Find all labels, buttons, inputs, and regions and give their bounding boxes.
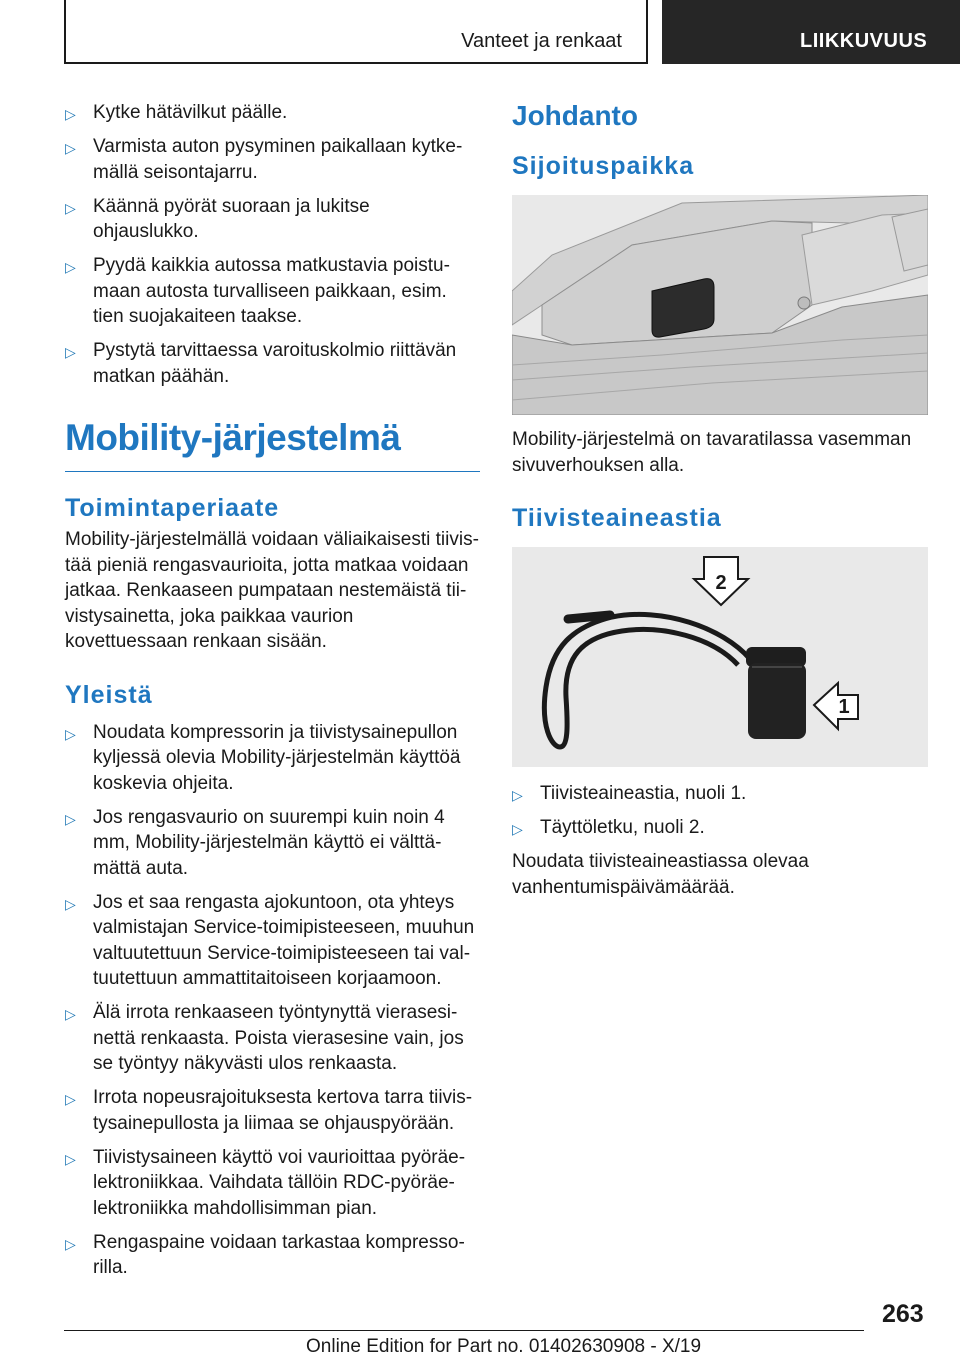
list-item: ▷ Täyttöletku, nuoli 2.	[512, 815, 928, 841]
header-frame	[64, 0, 648, 64]
principle-text: Mobility-järjestelmällä voidaan väliaikaisesti tiivistää pieniä rengasvaurioita, jotta matkaa voidaan jatkaa. Renkaaseen pumpataan nestemäistä tiivistysainetta, joka paikkaa vaurion kovettuessaan renkaan sisään.	[65, 529, 479, 652]
triangle-bullet-icon: ▷	[512, 821, 523, 837]
location-text: Mobility-järjestelmä on tavaratilassa vasemman sivuverhouksen alla.	[512, 429, 912, 476]
location-heading: Sijoituspaikka	[512, 152, 695, 180]
list-item: ▷ Jos et saa rengasta ajokuntoon, ota yhteys valmistajan Service-toimipisteeseen, muuhun valtuutettuun Service-toimipisteeseen tai valtuutettuun ammattitaitoiseen korjaamoon.	[65, 891, 475, 989]
triangle-bullet-icon: ▷	[65, 725, 76, 742]
intro-list	[65, 100, 480, 389]
section-heading: Mobility-järjestelmä	[65, 417, 480, 472]
list-item: ▷ Noudata kompressorin ja tiivistysainepullon kyljessä olevia Mobility-järjestelmän käyttöä koskevia ohjeita.	[65, 721, 461, 794]
container-note: Noudata tiivisteaineastiassa olevaa vanhentumispäivämäärää.	[512, 851, 809, 898]
list-item: ▷ Rengaspaine voidaan tarkastaa kompressorilla.	[65, 1231, 465, 1278]
footer-divider	[64, 1330, 864, 1331]
triangle-bullet-icon: ▷	[512, 787, 523, 803]
list-item: ▷ Pystytä tarvittaessa varoituskolmio riittävän matkan päähän.	[65, 340, 457, 387]
list-item: ▷ Pyydä kaikkia autossa matkustavia poistumaan autosta turvalliseen paikkaan, esim. tien suojakaiteen taakse.	[65, 255, 450, 327]
left-column	[65, 100, 480, 1289]
list-item: ▷ Tiivisteaineastia, nuoli 1.	[512, 781, 928, 807]
triangle-bullet-icon: ▷	[65, 140, 76, 156]
intro-heading: Johdanto	[512, 100, 638, 131]
triangle-bullet-icon: ▷	[65, 344, 76, 360]
triangle-bullet-icon: ▷	[65, 106, 76, 122]
triangle-bullet-icon: ▷	[65, 199, 76, 216]
triangle-bullet-icon: ▷	[65, 1006, 76, 1022]
container-heading: Tiivisteaineastia	[512, 504, 722, 532]
container-list	[512, 781, 928, 841]
principle-heading: Toimintaperiaate	[65, 494, 280, 522]
list-item: ▷ Tiivistysaineen käyttö voi vaurioittaa pyöräelektroniikkaa. Vaihdata tällöin RDC-pyöräelektroniikka mahdollisimman pian.	[65, 1146, 466, 1219]
callout-label-2: 2	[715, 572, 727, 594]
triangle-bullet-icon: ▷	[65, 1150, 76, 1167]
triangle-bullet-icon: ▷	[65, 810, 76, 827]
triangle-bullet-icon: ▷	[65, 895, 76, 912]
page-number: 263	[882, 1300, 924, 1328]
general-list	[65, 720, 480, 1281]
footer-edition: Online Edition for Part no. 01402630908 - X/19	[306, 1336, 702, 1357]
triangle-bullet-icon: ▷	[65, 259, 76, 275]
sealant-container-image	[512, 547, 928, 767]
triangle-bullet-icon: ▷	[65, 1235, 76, 1252]
list-item: ▷ Käännä pyörät suoraan ja lukitse ohjauslukko.	[65, 195, 370, 242]
list-item: ▷ Jos rengasvaurio on suurempi kuin noin 4 mm, Mobility-järjestelmän käyttö ei välttämättä auta.	[65, 806, 445, 879]
list-item: ▷ Irrota nopeusrajoituksesta kertova tarra tiivistysainepullosta ja liimaa se ohjauspyörään.	[65, 1087, 473, 1134]
list-item: ▷ Älä irrota renkaaseen työntynyttä vierasesinettä renkaasta. Poista vierasesine vain, jos se työntyy näkyvästi ulos renkaasta.	[65, 1002, 464, 1074]
list-item: ▷ Varmista auton pysyminen paikallaan kytkemällä seisontajarru.	[65, 136, 463, 183]
list-item: ▷ Kytke hätävilkut päälle.	[65, 100, 480, 126]
triangle-bullet-icon: ▷	[65, 1091, 76, 1107]
trunk-location-image	[512, 195, 928, 415]
trunk-illustration	[512, 195, 928, 415]
header-section-title: Vanteet ja renkaat	[461, 30, 622, 52]
callout-label-1: 1	[838, 696, 850, 718]
sealant-illustration	[512, 547, 928, 767]
right-column	[512, 100, 928, 900]
general-heading: Yleistä	[65, 680, 153, 709]
header-chapter-tab: LIIKKUVUUS	[662, 0, 960, 64]
